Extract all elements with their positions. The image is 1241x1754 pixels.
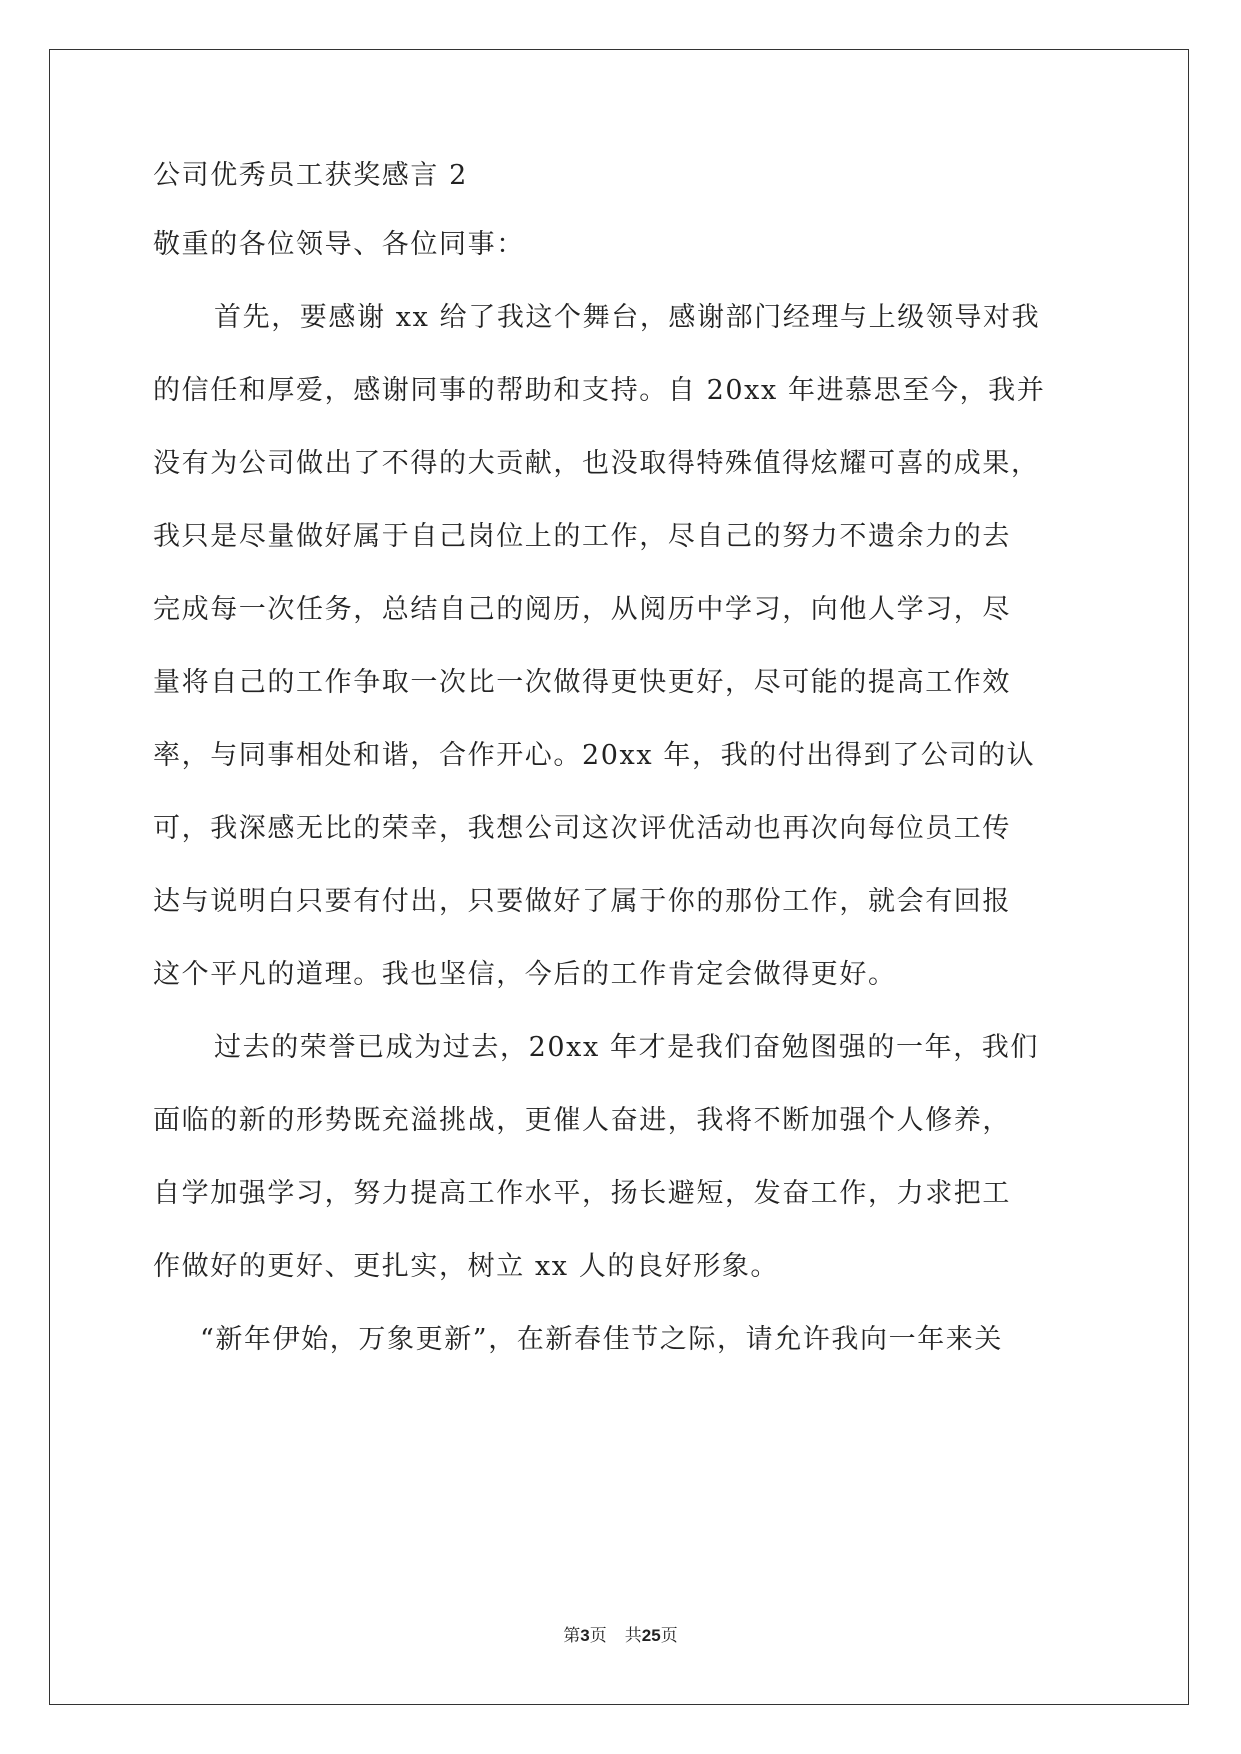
paragraph-line: 可，我深感无比的荣幸，我想公司这次评优活动也再次向每位员工传 xyxy=(153,813,1011,844)
paragraph-line: 的信任和厚爱，感谢同事的帮助和支持。自 20xx 年进慕思至今，我并 xyxy=(153,375,1046,406)
paragraph-line: 过去的荣誉已成为过去，20xx 年才是我们奋勉图强的一年，我们 xyxy=(214,1032,1039,1063)
paragraph-line: 完成每一次任务，总结自己的阅历，从阅历中学习，向他人学习，尽 xyxy=(153,594,1011,625)
document-title: 公司优秀员工获奖感言 2 xyxy=(153,160,468,191)
salutation: 敬重的各位领导、各位同事： xyxy=(153,229,525,260)
paragraph-line: 这个平凡的道理。我也坚信，今后的工作肯定会做得更好。 xyxy=(153,959,897,990)
paragraph-line: 首先，要感谢 xx 给了我这个舞台，感谢部门经理与上级领导对我 xyxy=(214,302,1041,333)
paragraph-line: 作做好的更好、更扎实，树立 xx 人的良好形象。 xyxy=(153,1251,780,1282)
paragraph-line: 自学加强学习，努力提高工作水平，扬长避短，发奋工作，力求把工 xyxy=(153,1178,1011,1209)
page-prefix: 第 xyxy=(563,1626,581,1646)
paragraph-line: 我只是尽量做好属于自己岗位上的工作，尽自己的努力不遗余力的去 xyxy=(153,521,1011,552)
total-prefix: 共 xyxy=(624,1626,642,1646)
page-suffix: 页 xyxy=(589,1626,607,1646)
paragraph-line: 面临的新的形势既充溢挑战，更催人奋进，我将不断加强个人修养， xyxy=(153,1105,1011,1136)
total-suffix: 页 xyxy=(660,1626,678,1646)
paragraph-line: 达与说明白只要有付出，只要做好了属于你的那份工作，就会有回报 xyxy=(153,886,1011,917)
page-footer xyxy=(0,1625,1241,1647)
page-border xyxy=(49,49,1189,1705)
paragraph-line: 没有为公司做出了不得的大贡献，也没取得特殊值得炫耀可喜的成果， xyxy=(153,448,1040,479)
total-pages: 25 xyxy=(641,1626,661,1645)
page-number: 3 xyxy=(580,1626,590,1645)
paragraph-line: 量将自己的工作争取一次比一次做得更快更好，尽可能的提高工作效 xyxy=(153,667,1011,698)
paragraph-line: “新年伊始，万象更新”，在新春佳节之际，请允许我向一年来关 xyxy=(200,1324,1004,1355)
paragraph-line: 率，与同事相处和谐，合作开心。20xx 年，我的付出得到了公司的认 xyxy=(153,740,1036,771)
